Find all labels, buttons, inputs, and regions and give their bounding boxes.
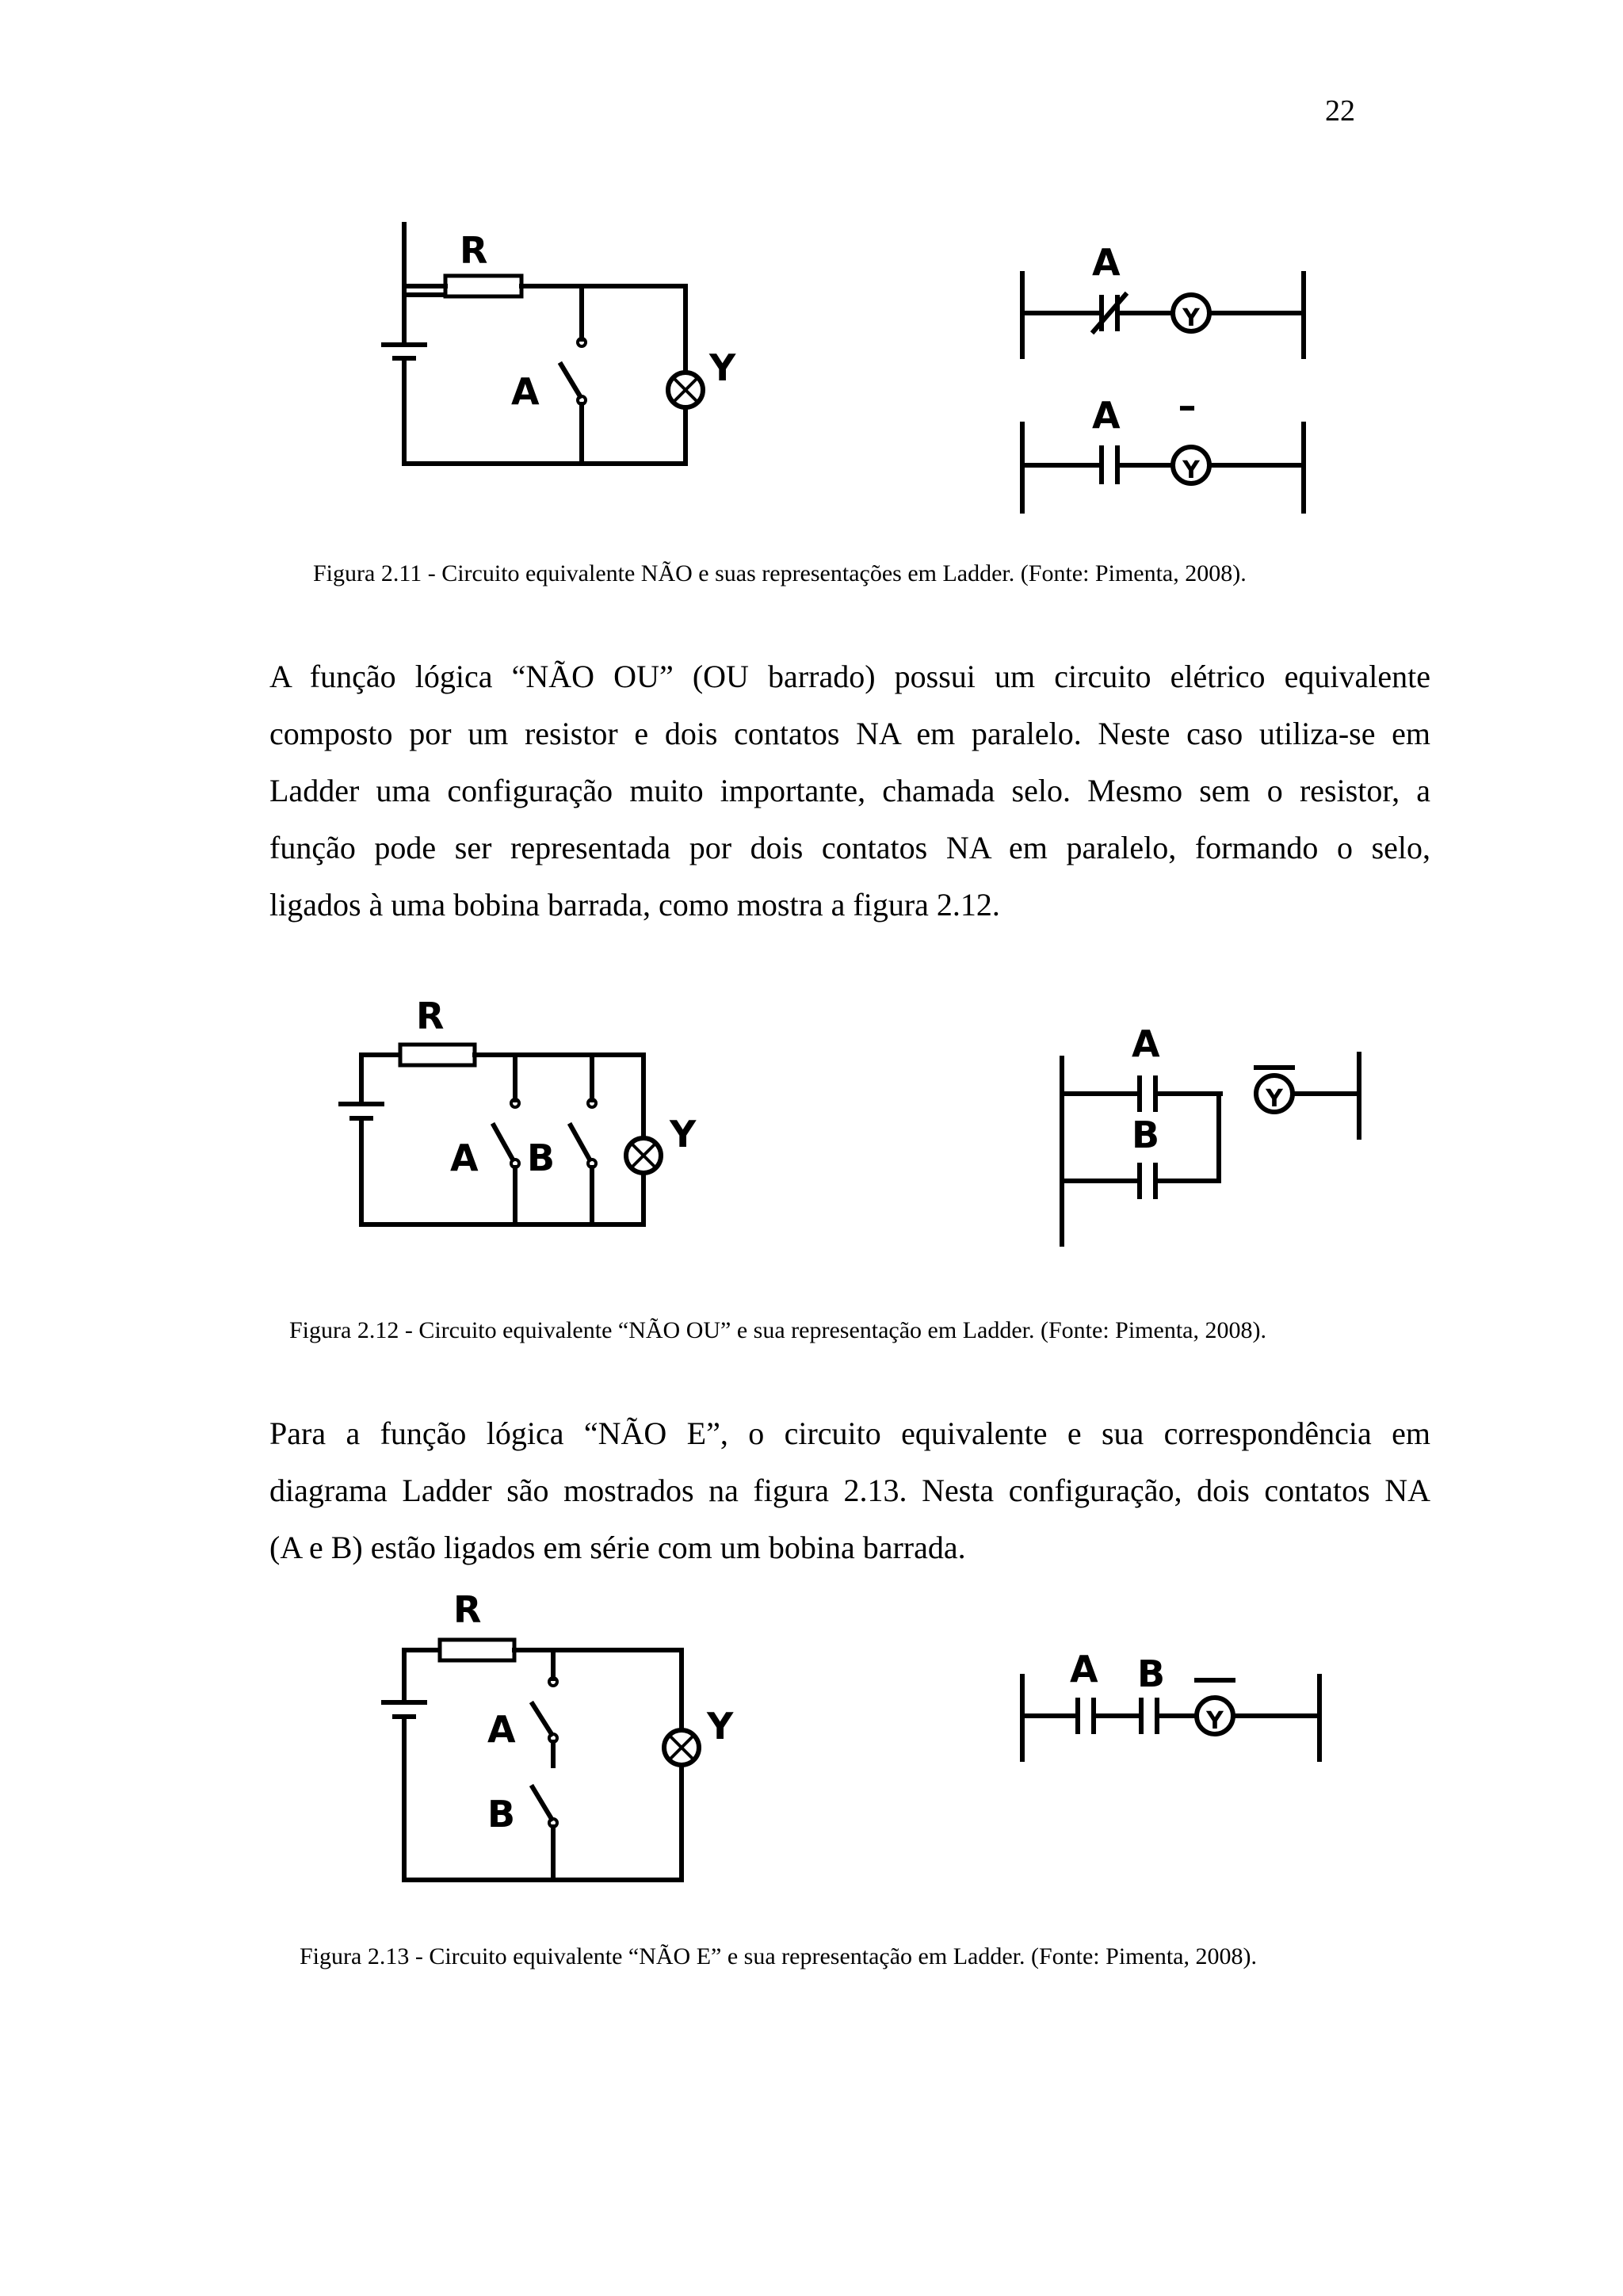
label-y: Y	[707, 1705, 734, 1748]
label-a: A	[487, 1708, 516, 1751]
label-y: Y	[709, 346, 736, 389]
figure-2-11-ladder	[1006, 238, 1323, 515]
paragraph-line: Ladder uma configuração muito importante, chamada selo. Mesmo sem o resistor, a	[269, 773, 1430, 808]
figure-2-13-circuit	[372, 1585, 753, 1894]
figure-2-12-circuit	[333, 995, 713, 1240]
label-y: Y	[670, 1113, 697, 1156]
coil-label-y: Y	[1266, 1085, 1283, 1113]
switch-a-blade	[533, 1704, 552, 1734]
caption-figure-2-13: Figura 2.13 - Circuito equivalente “NÃO E” e sua representação em Ladder. (Fonte: Pimenta, 2008).	[300, 1943, 1257, 1969]
label-b: B	[487, 1793, 516, 1836]
caption-figure-2-11: Figura 2.11 - Circuito equivalente NÃO e suas representações em Ladder. (Fonte: Pimenta, 2008).	[313, 560, 1247, 586]
label-b: B	[527, 1137, 556, 1179]
ladder1-label-a: A	[1092, 241, 1121, 284]
resistor-icon	[440, 1640, 514, 1660]
switch-a-blade	[494, 1125, 513, 1159]
paragraph-2	[269, 1405, 1430, 1576]
label-r: R	[453, 1588, 482, 1631]
figure-2-11-circuit	[372, 222, 737, 483]
paragraph-line: diagrama Ladder são mostrados na figura 2.13. Nesta configuração, dois contatos NA	[269, 1473, 1430, 1508]
figure-2-13-ladder	[1006, 1641, 1339, 1775]
ladder2-bar: –	[1178, 384, 1197, 427]
resistor-icon	[445, 276, 521, 296]
label-r: R	[416, 995, 445, 1037]
ladder-label-a: A	[1132, 1022, 1160, 1065]
paragraph-line: composto por um resistor e dois contatos NA em paralelo. Neste caso utiliza-se em	[269, 716, 1430, 751]
resistor-icon	[400, 1045, 475, 1065]
paragraph-1	[269, 648, 1430, 934]
switch-a-blade	[561, 365, 580, 396]
page-number: 22	[1325, 94, 1355, 128]
label-a: A	[450, 1137, 479, 1179]
switch-b-blade	[571, 1125, 590, 1159]
ladder2-label-a: A	[1092, 394, 1121, 437]
ladder-label-b: B	[1132, 1114, 1160, 1156]
caption-figure-2-12: Figura 2.12 - Circuito equivalente “NÃO OU” e sua representação em Ladder. (Fonte: Pimenta, 2008).	[289, 1317, 1266, 1343]
coil2-label-y: Y	[1182, 457, 1200, 484]
paragraph-line: (A e B) estão ligados em série com um bobina barrada.	[269, 1530, 966, 1565]
wire-top-left	[404, 295, 444, 345]
label-r: R	[460, 229, 488, 272]
paragraph-line: ligados à uma bobina barrada, como mostra a figura 2.12.	[269, 887, 1000, 923]
paragraph-line: função pode ser representada por dois contatos NA em paralelo, formando o selo,	[269, 830, 1430, 865]
ladder-label-a: A	[1070, 1648, 1098, 1690]
figure-2-12-ladder	[1046, 1018, 1379, 1248]
ladder-label-b: B	[1137, 1652, 1166, 1695]
paragraph-line: A função lógica “NÃO OU” (OU barrado) possui um circuito elétrico equivalente	[269, 659, 1430, 694]
switch-b-blade	[533, 1787, 552, 1819]
coil1-label-y: Y	[1182, 304, 1200, 332]
paragraph-line: Para a função lógica “NÃO E”, o circuito equivalente e sua correspondência em	[269, 1415, 1430, 1451]
label-a: A	[511, 370, 540, 413]
coil-label-y: Y	[1206, 1707, 1224, 1735]
